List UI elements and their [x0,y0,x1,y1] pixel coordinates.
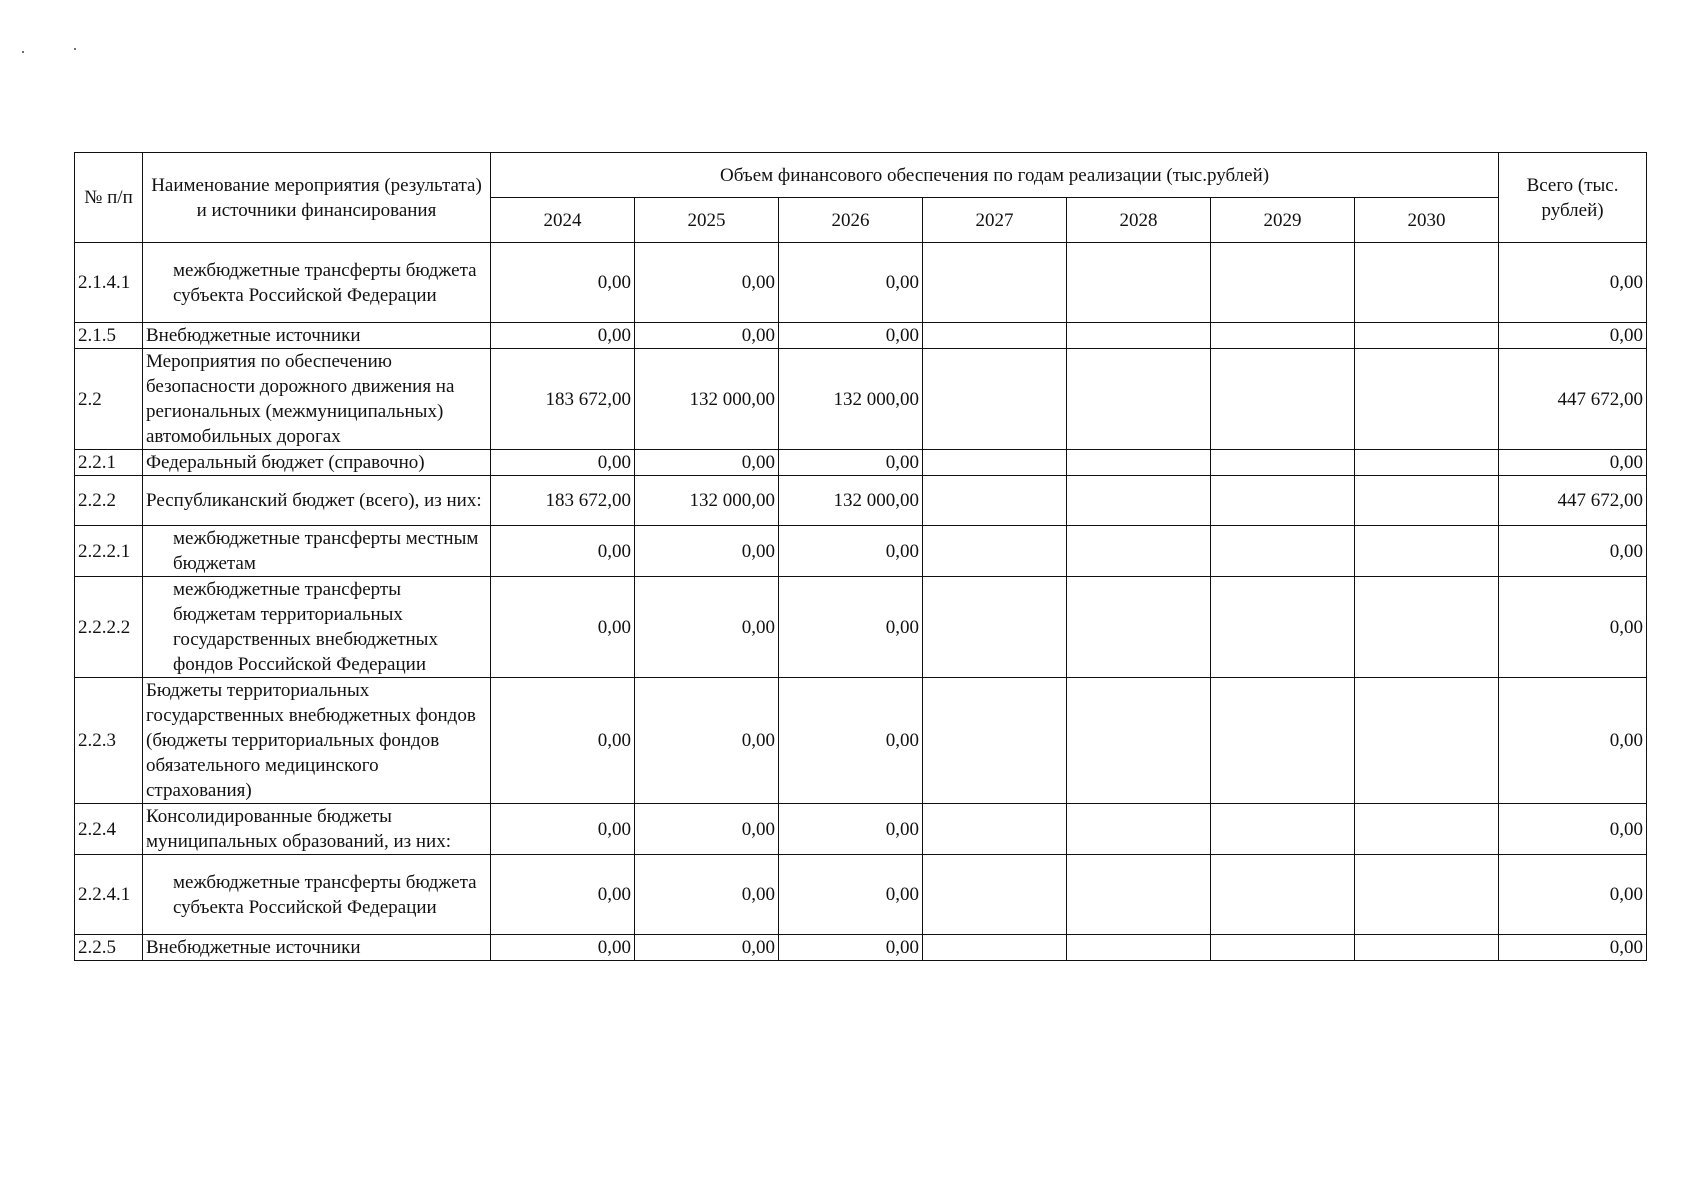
table-row [75,323,1647,349]
header-year: 2024 [491,198,635,243]
row-name: Бюджеты территориальных государственных внебюджетных фондов (бюджеты территориальных фондов обязательного медицинского страхования) [143,678,491,804]
year-value-cell: 0,00 [779,243,923,323]
table-row [75,678,1647,804]
year-value-cell [1067,243,1211,323]
table-row [75,935,1647,961]
year-value-cell [1211,678,1355,804]
year-value-cell: 0,00 [779,577,923,678]
year-value-cell: 0,00 [491,855,635,935]
row-number: 2.2.4 [75,804,143,855]
year-value-cell [1211,577,1355,678]
table-row [75,804,1647,855]
table-row [75,855,1647,935]
year-value-cell [923,526,1067,577]
row-number: 2.1.4.1 [75,243,143,323]
year-value-cell [1355,323,1499,349]
year-value-cell [923,678,1067,804]
row-total: 0,00 [1499,855,1647,935]
header-year: 2029 [1211,198,1355,243]
row-total: 0,00 [1499,804,1647,855]
row-name: межбюджетные трансферты местным бюджетам [143,526,491,577]
year-value-cell: 0,00 [635,855,779,935]
year-value-cell [1067,450,1211,476]
year-value-cell [1211,243,1355,323]
table-row [75,476,1647,526]
year-value-cell: 0,00 [779,804,923,855]
year-value-cell: 132 000,00 [779,476,923,526]
row-total: 0,00 [1499,526,1647,577]
row-name: межбюджетные трансферты бюджета субъекта Российской Федерации [143,855,491,935]
year-value-cell [1211,804,1355,855]
year-value-cell: 132 000,00 [635,476,779,526]
row-number: 2.2.2 [75,476,143,526]
year-value-cell: 0,00 [491,577,635,678]
year-value-cell [1211,349,1355,450]
year-value-cell [1067,804,1211,855]
year-value-cell: 0,00 [635,678,779,804]
header-total: Всего (тыс. рублей) [1499,153,1647,243]
year-value-cell: 0,00 [779,935,923,961]
year-value-cell [1355,450,1499,476]
year-value-cell: 0,00 [635,450,779,476]
row-total: 0,00 [1499,577,1647,678]
row-name: Консолидированные бюджеты муниципальных образований, из них: [143,804,491,855]
scan-specks [22,48,82,56]
year-value-cell: 0,00 [491,678,635,804]
row-name: Республиканский бюджет (всего), из них: [143,476,491,526]
header-year: 2026 [779,198,923,243]
row-number: 2.2.1 [75,450,143,476]
year-value-cell: 0,00 [779,526,923,577]
row-number: 2.2.2.2 [75,577,143,678]
year-value-cell [1067,526,1211,577]
year-value-cell [923,476,1067,526]
year-value-cell [1067,855,1211,935]
year-value-cell [1067,577,1211,678]
year-value-cell [923,450,1067,476]
year-value-cell [1067,935,1211,961]
year-value-cell: 0,00 [491,935,635,961]
header-year: 2025 [635,198,779,243]
year-value-cell: 0,00 [635,804,779,855]
header-financing-by-year: Объем финансового обеспечения по годам реализации (тыс.рублей) [491,153,1499,198]
year-value-cell [1211,476,1355,526]
year-value-cell [1211,935,1355,961]
row-total: 0,00 [1499,243,1647,323]
year-value-cell: 0,00 [779,678,923,804]
row-name: межбюджетные трансферты бюджетам территориальных государственных внебюджетных фондов Российской Федерации [143,577,491,678]
year-value-cell [923,243,1067,323]
row-total: 0,00 [1499,323,1647,349]
year-value-cell [923,855,1067,935]
row-total: 447 672,00 [1499,476,1647,526]
year-value-cell: 0,00 [779,855,923,935]
year-value-cell [1355,678,1499,804]
year-value-cell [923,577,1067,678]
year-value-cell [1067,349,1211,450]
year-value-cell [1355,526,1499,577]
year-value-cell [1355,476,1499,526]
year-value-cell: 132 000,00 [779,349,923,450]
year-value-cell: 0,00 [635,935,779,961]
year-value-cell [923,935,1067,961]
year-value-cell [1355,804,1499,855]
row-number: 2.2.4.1 [75,855,143,935]
row-name: межбюджетные трансферты бюджета субъекта Российской Федерации [143,243,491,323]
header-year: 2028 [1067,198,1211,243]
table-row [75,450,1647,476]
year-value-cell: 0,00 [635,526,779,577]
row-number: 2.2 [75,349,143,450]
header-number: № п/п [75,153,143,243]
year-value-cell [1355,577,1499,678]
year-value-cell [1211,526,1355,577]
year-value-cell: 132 000,00 [635,349,779,450]
year-value-cell: 0,00 [491,243,635,323]
row-number: 2.2.3 [75,678,143,804]
table-row [75,243,1647,323]
year-value-cell [1211,323,1355,349]
year-value-cell [1355,935,1499,961]
year-value-cell [1211,450,1355,476]
row-number: 2.1.5 [75,323,143,349]
year-value-cell [1355,349,1499,450]
year-value-cell [923,323,1067,349]
year-value-cell: 183 672,00 [491,349,635,450]
year-value-cell [923,349,1067,450]
table-row [75,526,1647,577]
row-name: Мероприятия по обеспечению безопасности дорожного движения на региональных (межмуниципальных) автомобильных дорогах [143,349,491,450]
year-value-cell [1067,678,1211,804]
row-name: Внебюджетные источники [143,935,491,961]
year-value-cell [1355,243,1499,323]
row-number: 2.2.2.1 [75,526,143,577]
table-row [75,577,1647,678]
year-value-cell: 183 672,00 [491,476,635,526]
year-value-cell: 0,00 [635,243,779,323]
row-number: 2.2.5 [75,935,143,961]
row-total: 0,00 [1499,935,1647,961]
header-year: 2027 [923,198,1067,243]
row-total: 0,00 [1499,678,1647,804]
year-value-cell [1067,323,1211,349]
row-name: Федеральный бюджет (справочно) [143,450,491,476]
row-total: 447 672,00 [1499,349,1647,450]
year-value-cell [923,804,1067,855]
header-year: 2030 [1355,198,1499,243]
year-value-cell [1211,855,1355,935]
year-value-cell: 0,00 [491,526,635,577]
year-value-cell [1355,855,1499,935]
year-value-cell: 0,00 [779,450,923,476]
year-value-cell: 0,00 [635,323,779,349]
year-value-cell: 0,00 [635,577,779,678]
header-name: Наименование мероприятия (результата) и источники финансирования [143,153,491,243]
table-row [75,349,1647,450]
year-value-cell: 0,00 [491,804,635,855]
year-value-cell: 0,00 [491,450,635,476]
row-total: 0,00 [1499,450,1647,476]
financing-table [74,152,1647,961]
year-value-cell [1067,476,1211,526]
year-value-cell: 0,00 [491,323,635,349]
year-value-cell: 0,00 [779,323,923,349]
row-name: Внебюджетные источники [143,323,491,349]
